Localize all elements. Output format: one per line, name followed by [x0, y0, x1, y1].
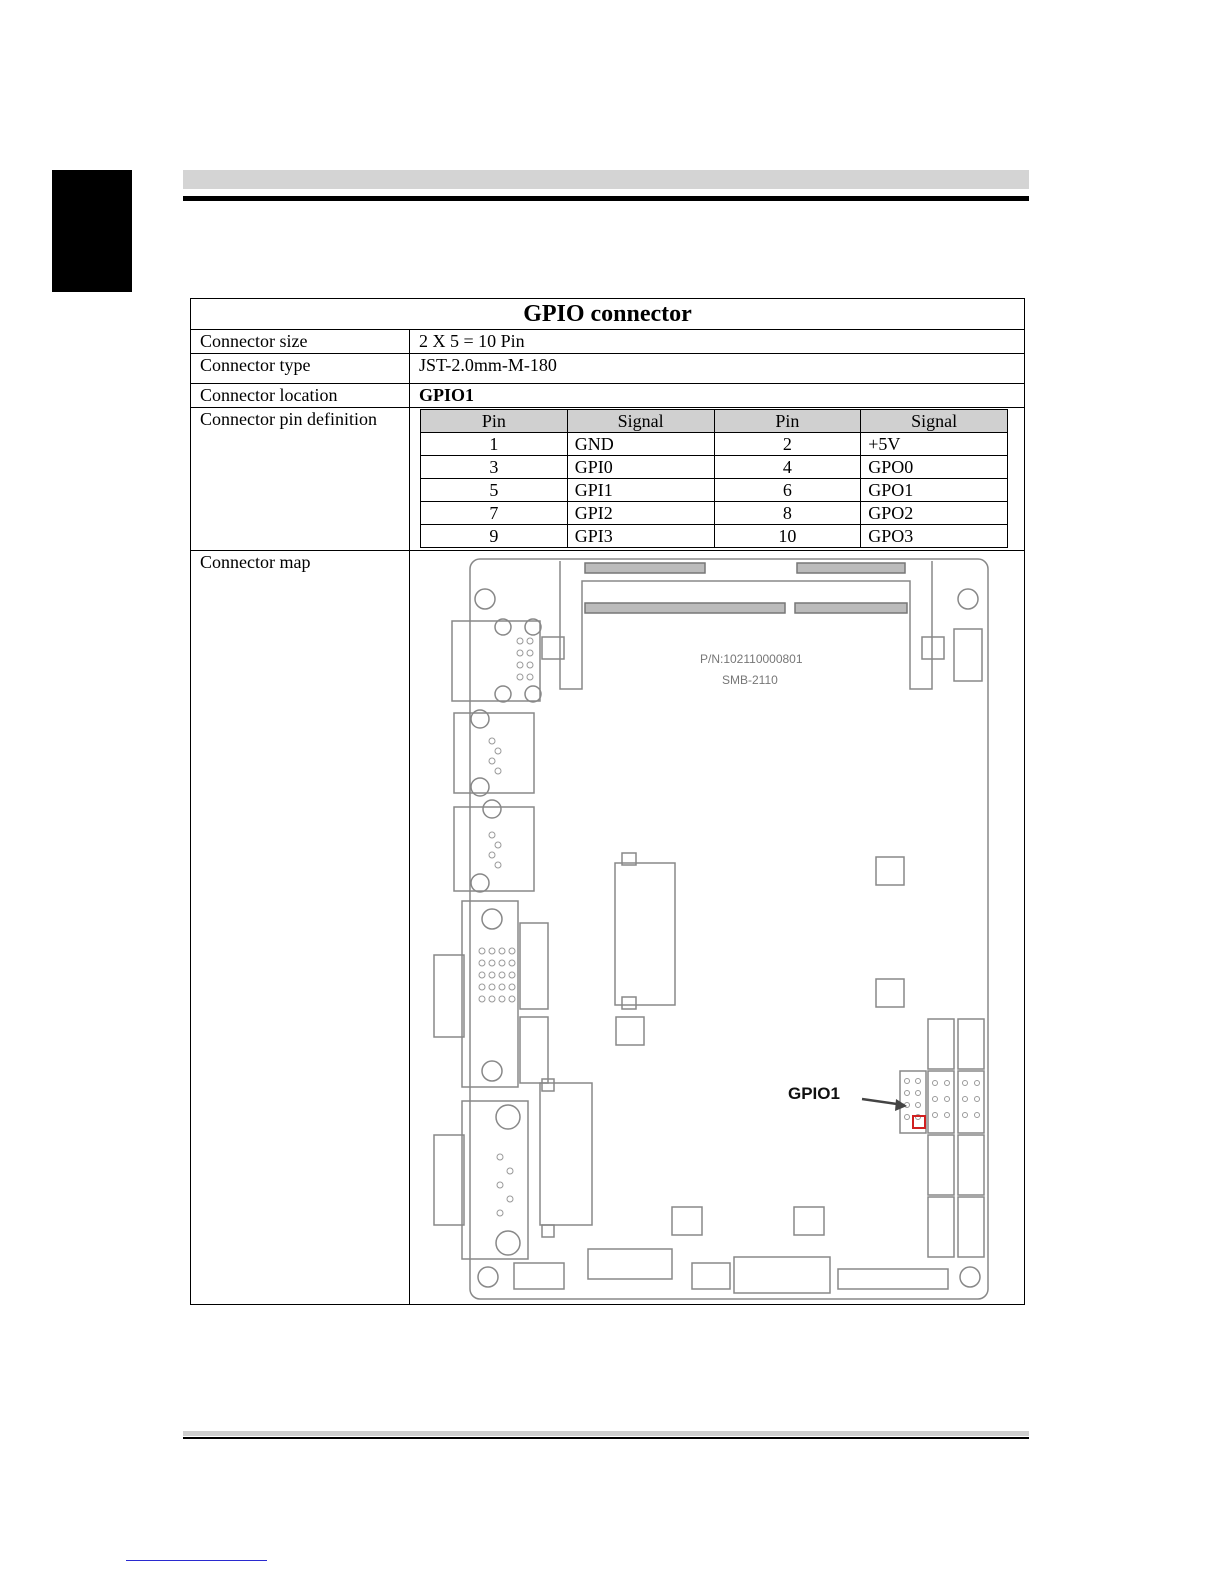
pin-row [421, 525, 1008, 548]
pin-number: 3 [421, 456, 568, 479]
pin-row [421, 433, 1008, 456]
footer-bar [183, 1431, 1029, 1436]
row-label-type: Connector type [191, 354, 410, 384]
pin1-marker [913, 1116, 925, 1128]
pin-definition-table [420, 409, 1008, 548]
pin-signal: GPI1 [567, 479, 714, 502]
gpio-spec-table [190, 298, 1025, 1305]
row-value-type: JST-2.0mm-M-180 [410, 354, 1025, 384]
pin-signal: GPO3 [861, 525, 1008, 548]
lan-port [454, 807, 534, 891]
pin-number: 8 [714, 502, 861, 525]
pin-signal: GPI3 [567, 525, 714, 548]
model-label: SMB-2110 [722, 673, 778, 687]
pin-row [421, 456, 1008, 479]
part-number-label: P/N:102110000801 [700, 652, 803, 666]
board-diagram [410, 551, 1024, 1303]
gpio1-callout-label: GPIO1 [788, 1084, 840, 1103]
header-bar [183, 170, 1029, 189]
footer-rule [183, 1437, 1029, 1439]
pin-signal: GPO1 [861, 479, 1008, 502]
mounting-hole [478, 1267, 498, 1287]
pin-number: 1 [421, 433, 568, 456]
pin-signal: GPI0 [567, 456, 714, 479]
mounting-hole [958, 589, 978, 609]
row-value-location: GPIO1 [410, 384, 1025, 408]
pin-number: 7 [421, 502, 568, 525]
lan-port [454, 713, 534, 793]
pin-signal: GPO2 [861, 502, 1008, 525]
pin-number: 10 [714, 525, 861, 548]
footnote-underline [126, 1560, 267, 1561]
connector-map-cell [410, 551, 1025, 1305]
mini-pcie-slot [615, 863, 675, 1005]
pin-signal: +5V [861, 433, 1008, 456]
msata-slot [540, 1083, 592, 1225]
signal-header: Signal [567, 410, 714, 433]
row-label-pin-definition: Connector pin definition [191, 408, 410, 551]
signal-header: Signal [861, 410, 1008, 433]
pin-number: 4 [714, 456, 861, 479]
pin-signal: GPO0 [861, 456, 1008, 479]
header-rule [183, 196, 1029, 201]
mounting-hole [960, 1267, 980, 1287]
pin-signal: GPI2 [567, 502, 714, 525]
pin-row [421, 502, 1008, 525]
pin-number: 2 [714, 433, 861, 456]
row-label-size: Connector size [191, 330, 410, 354]
pin-row [421, 479, 1008, 502]
pin-number: 5 [421, 479, 568, 502]
pin-signal: GND [567, 433, 714, 456]
row-label-location: Connector location [191, 384, 410, 408]
pin-number: 6 [714, 479, 861, 502]
arrow-head [895, 1099, 907, 1111]
row-value-size: 2 X 5 = 10 Pin [410, 330, 1025, 354]
table-title: GPIO connector [191, 299, 1025, 330]
memory-slot [560, 561, 932, 689]
chapter-tab [52, 170, 132, 292]
pin-definition-cell [410, 408, 1025, 551]
mounting-hole [475, 589, 495, 609]
pin-number: 9 [421, 525, 568, 548]
row-label-map: Connector map [191, 551, 410, 1305]
pin-header: Pin [714, 410, 861, 433]
pin-header: Pin [421, 410, 568, 433]
